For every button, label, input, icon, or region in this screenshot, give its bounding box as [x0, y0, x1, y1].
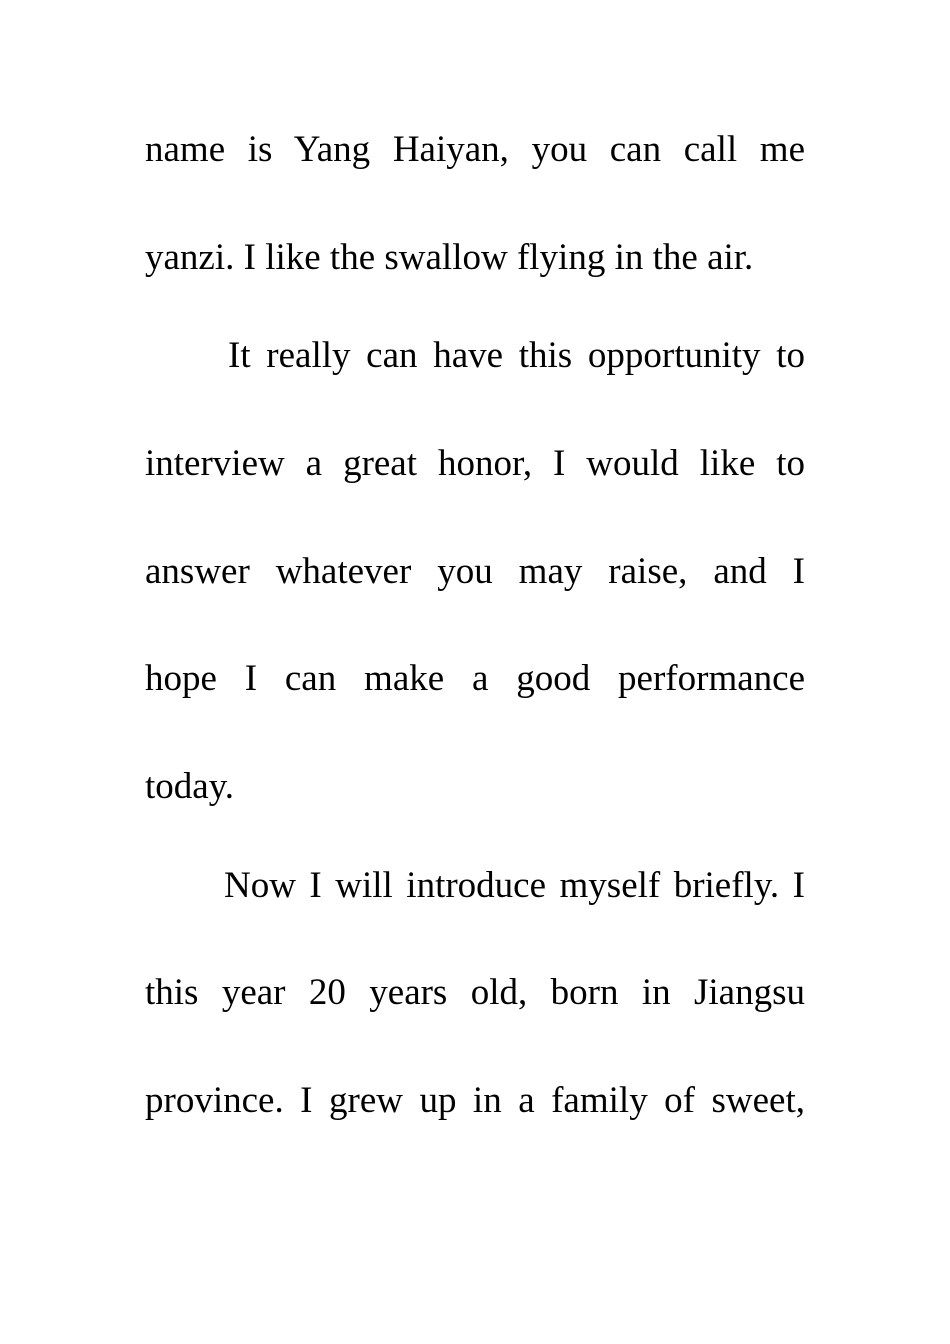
text-line: hope I can make a good performance: [145, 658, 805, 699]
text-line: province. I grew up in a family of sweet,: [145, 1080, 805, 1121]
text-line: answer whatever you may raise, and I: [145, 551, 805, 592]
text-line: this year 20 years old, born in Jiangsu: [145, 972, 805, 1013]
text-line: today.: [145, 766, 235, 807]
text-line: yanzi. I like the swallow flying in the air.: [145, 237, 754, 278]
paragraph-first-line: Now I will introduce myself briefly. I: [224, 865, 805, 906]
text-line: name is Yang Haiyan, you can call me: [145, 129, 805, 170]
text-line: interview a great honor, I would like to: [145, 443, 805, 484]
paragraph-first-line: It really can have this opportunity to: [228, 335, 805, 376]
